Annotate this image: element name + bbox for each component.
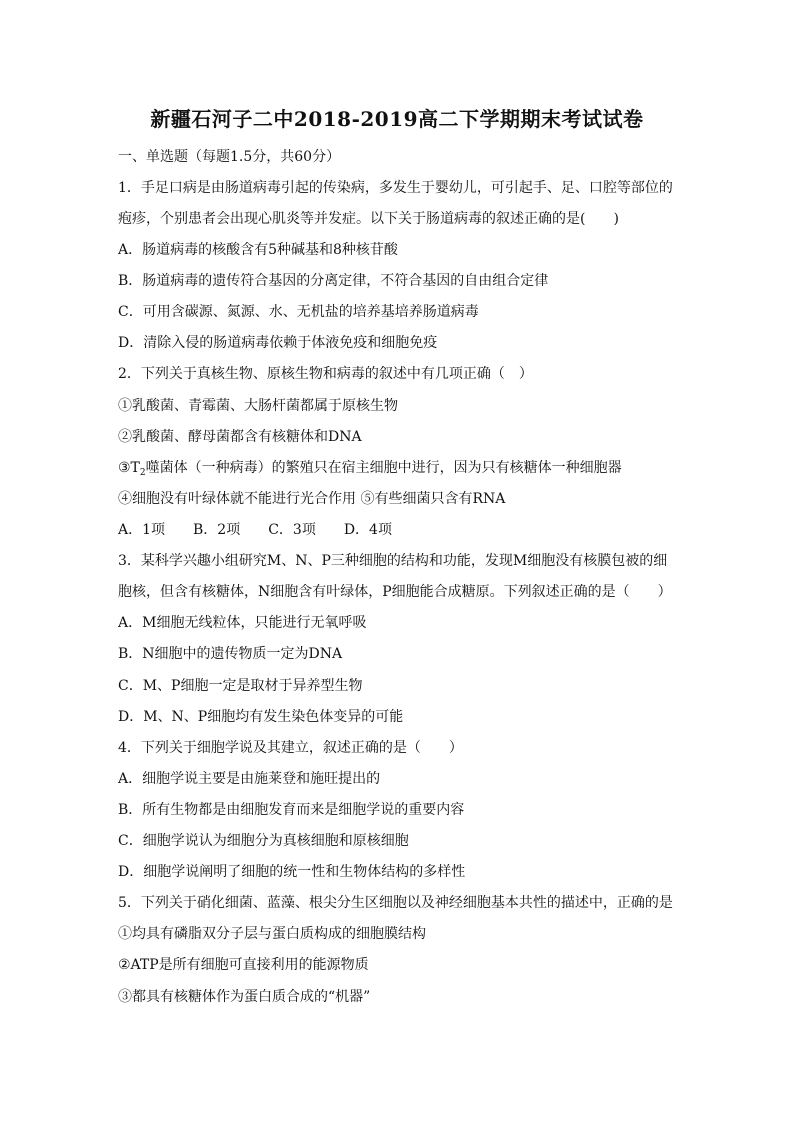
text-line: 1．手足口病是由肠道病毒引起的传染病，多发生于婴幼儿，可引起手、足、口腔等部位的 [118, 180, 673, 196]
text-line: ②ATP是所有细胞可直接利用的能源物质 [118, 957, 369, 973]
page-title: 新疆石河子二中2018-2019高二下学期期末考试试卷 [150, 107, 644, 131]
text-line: ①乳酸菌、青霉菌、大肠杆菌都属于原核生物 [118, 398, 398, 414]
text-line: ①均具有磷脂双分子层与蛋白质构成的细胞膜结构 [118, 926, 426, 942]
text-line-subscript [118, 457, 622, 478]
text-line: C．M、P细胞一定是取材于异养型生物 [118, 678, 363, 694]
text-line: 4．下列关于细胞学说及其建立，叙述正确的是（ ） [118, 740, 463, 756]
text-line: 3．某科学兴趣小组研究M、N、P三种细胞的结构和功能，发现M细胞没有核膜包被的细 [118, 553, 668, 569]
line-part: 噬菌体（一种病毒）的繁殖只在宿主细胞中进行，因为只有核糖体一种细胞器 [145, 460, 622, 476]
text-line: 胞核，但含有核糖体，N细胞含有叶绿体，P细胞能合成糖原。下列叙述正确的是（ ） [118, 584, 672, 600]
section-heading: 一、单选题（每题1.5分，共60分） [118, 149, 341, 165]
subscript: 2 [139, 468, 146, 478]
text-line: A．肠道病毒的核酸含有5种碱基和8种核苷酸 [118, 242, 398, 258]
text-line: B．所有生物都是由细胞发育而来是细胞学说的重要内容 [118, 802, 465, 818]
text-line: 2．下列关于真核生物、原核生物和病毒的叙述中有几项正确（ ） [118, 366, 533, 382]
text-line: ③都具有核糖体作为蛋白质合成的“机器” [118, 989, 371, 1005]
text-line: 5．下列关于硝化细菌、蓝藻、根尖分生区细胞以及神经细胞基本共性的描述中，正确的是 [118, 895, 673, 911]
text-line: ②乳酸菌、酵母菌都含有核糖体和DNA [118, 429, 362, 445]
text-line: ④细胞没有叶绿体就不能进行光合作用 ⑤有些细菌只含有RNA [118, 491, 506, 507]
text-line: D．细胞学说阐明了细胞的统一性和生物体结构的多样性 [118, 864, 466, 880]
text-line: A．细胞学说主要是由施莱登和施旺提出的 [118, 771, 381, 787]
text-line: D．M、N、P细胞均有发生染色体变异的可能 [118, 709, 404, 725]
text-line: A．1项 B．2项 C．3项 D．4项 [118, 522, 392, 538]
text-line: A．M细胞无线粒体，只能进行无氧呼吸 [118, 615, 367, 631]
line-part: ③T [118, 460, 140, 476]
text-line: B．N细胞中的遗传物质一定为DNA [118, 646, 343, 662]
text-line: D．清除入侵的肠道病毒依赖于体液免疫和细胞免疫 [118, 335, 438, 351]
text-line: C．可用含碳源、氮源、水、无机盐的培养基培养肠道病毒 [118, 304, 479, 320]
text-line: B．肠道病毒的遗传符合基因的分离定律，不符合基因的自由组合定律 [118, 273, 549, 289]
text-line: 疱疹，个别患者会出现心肌炎等并发症。以下关于肠道病毒的叙述正确的是( ) [118, 211, 619, 227]
text-line: C．细胞学说认为细胞分为真核细胞和原核细胞 [118, 833, 409, 849]
